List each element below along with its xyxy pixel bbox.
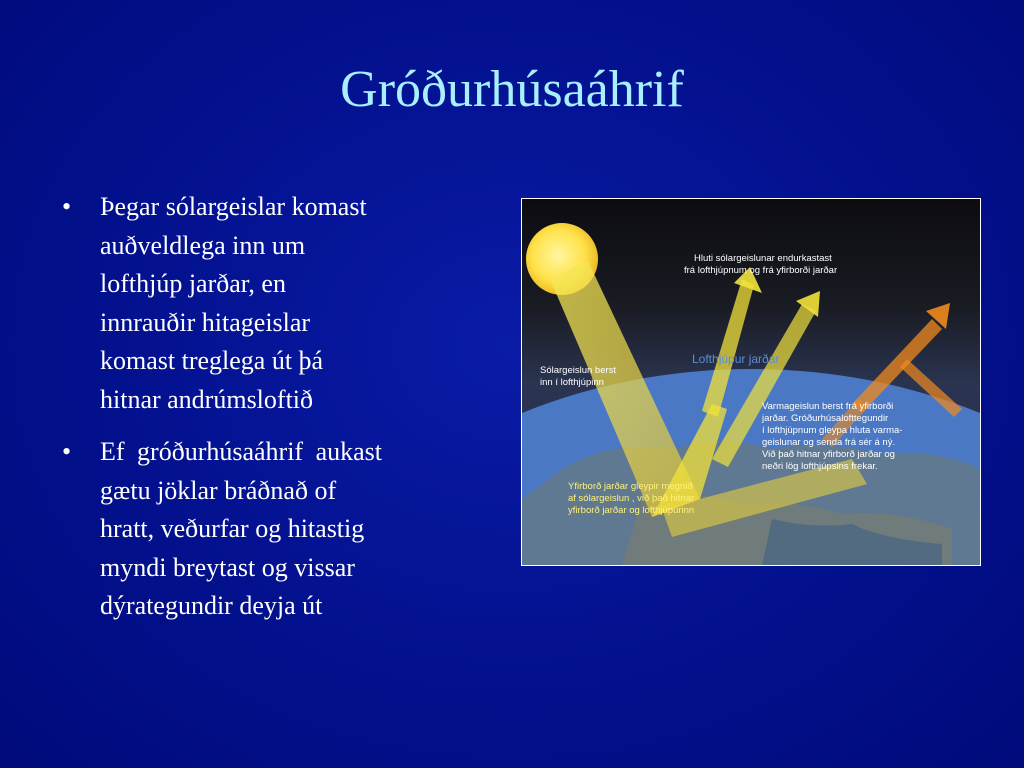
- label-line: yfirborð jarðar og lofthjúpurinn: [568, 505, 695, 516]
- bullet-item: [60, 433, 492, 626]
- bullet-list: [60, 188, 492, 626]
- bullet-line: komast treglega út þá: [100, 346, 324, 375]
- label-line: neðri lög lofthjúpsins frekar.: [762, 461, 878, 472]
- label-line: af sólargeislun , við það hitnar: [568, 493, 695, 504]
- label-line: Við það hitnar yfirborð jarðar og: [762, 449, 895, 460]
- bullet-text: [100, 188, 492, 419]
- label-line: Yfirborð jarðar gleypir megnið: [568, 481, 693, 492]
- label-line: jarðar. Gróðurhúsalofttegundir: [762, 413, 889, 424]
- bullet-line: dýrategundir deyja út: [100, 591, 323, 620]
- bullet-marker: •: [62, 192, 72, 221]
- bullet-line: lofthjúp jarðar, en: [100, 269, 286, 298]
- bullet-line: Ef gróðurhúsaáhrif aukast: [100, 437, 383, 466]
- greenhouse-diagram-svg: [522, 199, 980, 565]
- bullet-line: hratt, veðurfar og hitastig: [100, 514, 365, 543]
- label-line: Varmageislun berst frá yfirborði: [762, 401, 894, 412]
- bullet-line: auðveldlega inn um: [100, 230, 306, 260]
- bullet-item: [60, 188, 492, 419]
- bullet-marker: •: [62, 437, 72, 466]
- bullet-line: hitnar andrúmsloftið: [100, 384, 314, 414]
- label-line: frá lofthjúpnum og frá yfirborði jarðar: [684, 265, 838, 276]
- label-line: í lofthjúpnum gleypa hluta varma-: [762, 425, 903, 436]
- slide-title: Gróðurhúsaáhrif: [340, 61, 684, 118]
- greenhouse-effect-illustration: [521, 198, 981, 566]
- absorbed-label: [568, 481, 697, 516]
- label-line: geislunar og senda frá sér á ný.: [762, 437, 896, 448]
- bullet-line: Þegar sólargeislar komast: [100, 192, 367, 221]
- bullet-line: innrauðir hitageislar: [100, 307, 311, 337]
- label-line: Hluti sólargeislunar endurkastast: [694, 253, 832, 264]
- bullet-line: gætu jöklar bráðnað of: [100, 475, 337, 505]
- bullet-line: myndi breytast og vissar: [100, 552, 355, 582]
- atmosphere-label: Lofthjúpur jarðar: [692, 352, 780, 366]
- bullet-text: [100, 433, 492, 626]
- label-line: inn í lofthjúpinn: [540, 377, 604, 388]
- reflected-label: [684, 253, 837, 276]
- label-line: Sólargeislun berst: [540, 365, 617, 376]
